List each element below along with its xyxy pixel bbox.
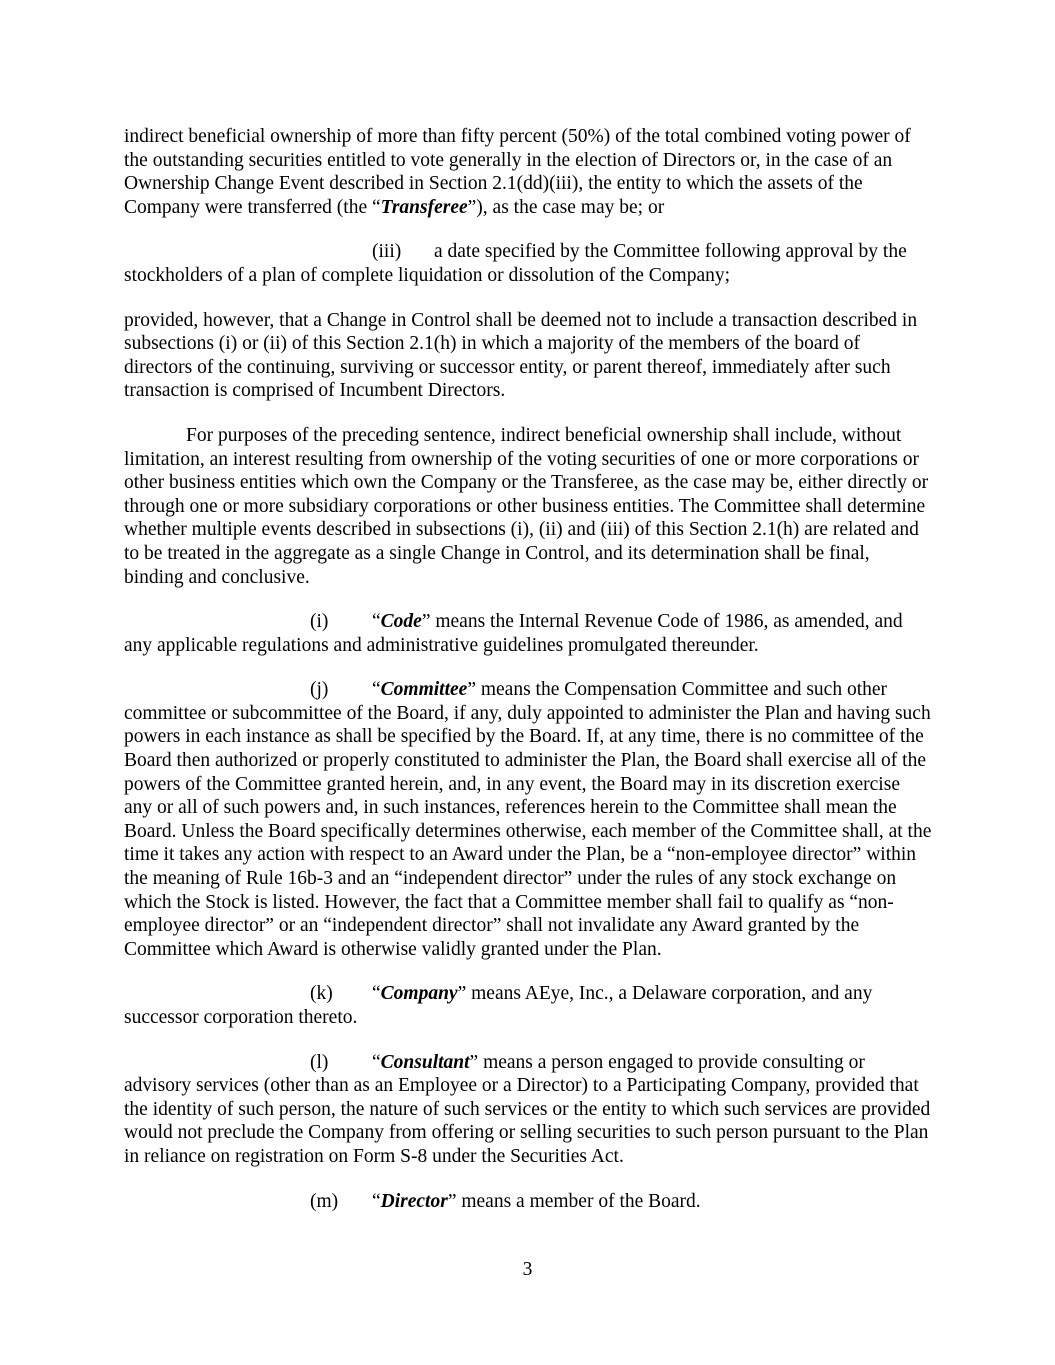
defined-term-consultant: Consultant	[380, 1051, 470, 1073]
clause-iii	[124, 240, 932, 287]
definition-text: ” means a member of the Board.	[447, 1190, 701, 1212]
clause-number: (iii)	[372, 241, 402, 263]
defined-term-company: Company	[380, 983, 458, 1005]
open-quote: “	[372, 1190, 381, 1212]
open-quote: “	[372, 611, 381, 633]
defined-term-code: Code	[380, 611, 422, 633]
definition-consultant	[124, 1051, 932, 1169]
defined-term-director: Director	[380, 1190, 448, 1212]
definition-number: (j)	[310, 679, 329, 701]
definition-director	[124, 1190, 932, 1214]
definition-code	[124, 610, 932, 657]
paragraph-text: indirect beneficial ownership of more than fifty percent (50%) of the total combined voting power of the outstanding securities entitled to vote generally in the election of Directors or, in the case of an Ownership Change Event described in Section 2.1(dd)(iii), the entity to which the assets of the Company were transferred (the “	[124, 126, 911, 218]
paragraph-proviso: provided, however, that a Change in Control shall be deemed not to include a transaction described in subsections (i) or (ii) of this Section 2.1(h) in which a majority of the members of the board of directors of the continuing, surviving or successor entity, or parent thereof, immediately after such transaction is comprised of Incumbent Directors.	[124, 309, 918, 402]
definition-company	[124, 982, 932, 1029]
definition-text: ” means the Internal Revenue Code of 1986, as amended, and any applicable regulations and administrative guidelines promulgated thereunder.	[124, 611, 903, 656]
definition-text: ” means AEye, Inc., a Delaware corporation, and any successor corporation thereto.	[124, 983, 873, 1028]
paragraph-transferee	[124, 125, 932, 219]
open-quote: “	[372, 1051, 381, 1073]
definition-committee	[124, 678, 932, 961]
definition-text: ” means the Compensation Committee and such other committee or subcommittee of the Board, if any, duly appointed to administer the Plan and having such powers in each instance as shall be specified by the Board. If, at any time, there is no committee of the Board then authorized or properly constituted to administer the Plan, the Board shall exercise all of the powers of the Committee granted herein, and, in any event, the Board may in its discretion exercise any or all of such powers and, in such instances, references herein to the Committee shall mean the Board. Unless the Board specifically determines otherwise, each member of the Committee shall, at the time it takes any action with respect to an Award under the Plan, be a “non-employee director” within the meaning of Rule 16b-3 and an “independent director” under the rules of any stock exchange on which the Stock is listed. However, the fact that a Committee member shall fail to qualify as “non-employee director” or an “independent director” shall not invalidate any Award granted by the Committee which Award is otherwise validly granted under the Plan.	[124, 679, 932, 960]
defined-term-committee: Committee	[380, 679, 468, 701]
paragraph-text: ”), as the case may be; or	[467, 196, 665, 218]
defined-term-transferee: Transferee	[380, 196, 468, 218]
paragraph-purposes: For purposes of the preceding sentence, indirect beneficial ownership shall include, without limitation, an interest resulting from ownership of the voting securities of one or more corporations or other business entities which own the Company or the Transferee, as the case may be, either directly or through one or more subsidiary corporations or other business entities. The Committee shall determine whether multiple events described in subsections (i), (ii) and (iii) of this Section 2.1(h) are related and to be treated in the aggregate as a single Change in Control, and its determination shall be final, binding and conclusive.	[124, 424, 929, 588]
page-number: 3	[522, 1259, 533, 1280]
definition-text: ” means a person engaged to provide consulting or advisory services (other than as an Employee or a Director) to a Participating Company, provided that the identity of such person, the nature of such services or the entity to which such services are provided would not preclude the Company from offering or selling securities to such person pursuant to the Plan in reliance on registration on Form S-8 under the Securities Act.	[124, 1051, 931, 1167]
open-quote: “	[372, 983, 381, 1005]
definition-number: (m)	[310, 1190, 339, 1212]
clause-text: a date specified by the Committee following approval by the stockholders of a plan of complete liquidation or dissolution of the Company;	[124, 241, 907, 286]
document-page	[124, 125, 932, 1234]
definition-number: (l)	[310, 1051, 329, 1073]
open-quote: “	[372, 679, 381, 701]
definition-number: (k)	[310, 983, 333, 1005]
definition-number: (i)	[310, 611, 329, 633]
